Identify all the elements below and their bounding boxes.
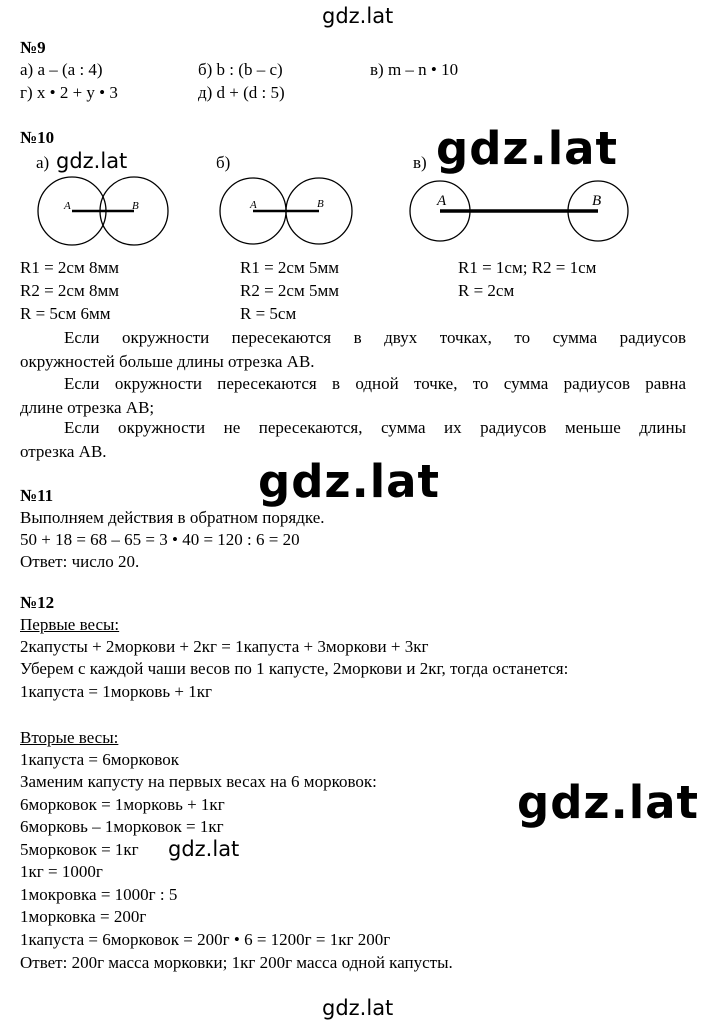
task-12-title: №12 xyxy=(20,593,55,612)
second-scales-line-1: 1капуста = 6морковок xyxy=(20,750,180,769)
col2-r1: R1 = 2см 5мм xyxy=(240,258,339,277)
figure-a-point-b: B xyxy=(132,200,139,212)
paragraph-3-line-1: Если окружности не пересекаются, сумма их радиусов меньше длины xyxy=(64,418,686,437)
watermark-figure-c: gdz.lat xyxy=(436,122,619,175)
watermark-right: gdz.lat xyxy=(517,776,700,829)
task-9-title: №9 xyxy=(20,38,46,57)
paragraph-1-line-1: Если окружности пересекаются в двух точках, то сумма радиусов xyxy=(64,328,686,347)
watermark-inline: gdz.lat xyxy=(168,837,240,861)
second-scales-line-5: 5морковок = 1кг xyxy=(20,840,139,859)
watermark-top: gdz.lat xyxy=(322,4,394,28)
watermark-bottom: gdz.lat xyxy=(322,996,394,1020)
figure-b-label: б) xyxy=(216,153,231,172)
col3-r2: R = 2см xyxy=(458,281,515,300)
task-10-title: №10 xyxy=(20,128,55,147)
figure-c-point-b: B xyxy=(592,193,602,209)
task-11-line-2: 50 + 18 = 68 – 65 = 3 • 40 = 120 : 6 = 20 xyxy=(20,530,300,549)
task-11-title: №11 xyxy=(20,486,54,505)
task-9-item-a: а) a – (a : 4) xyxy=(20,60,103,79)
first-scales-line-2: Уберем с каждой чаши весов по 1 капусте, 2моркови и 2кг, тогда останется: xyxy=(20,659,569,678)
task-9-item-e: д) d + (d : 5) xyxy=(198,83,285,102)
paragraph-2 xyxy=(20,372,686,420)
watermark-middle: gdz.lat xyxy=(258,455,441,508)
first-scales-heading: Первые весы: xyxy=(20,615,120,634)
second-scales-line-4: 6морковь – 1морковок = 1кг xyxy=(20,817,224,836)
paragraph-2-line-1: Если окружности пересекаются в одной точке, то сумма радиусов равна xyxy=(64,374,686,393)
task-11-answer: Ответ: число 20. xyxy=(20,552,140,571)
second-scales-line-8: 1морковка = 200г xyxy=(20,907,147,926)
second-scales-line-6: 1кг = 1000г xyxy=(20,862,103,881)
col1-r1: R1 = 2см 8мм xyxy=(20,258,119,277)
first-scales-line-3: 1капуста = 1морковь + 1кг xyxy=(20,682,212,701)
task-9-item-c: в) m – n • 10 xyxy=(370,60,459,79)
col1-r2: R2 = 2см 8мм xyxy=(20,281,119,300)
figure-c-point-a: A xyxy=(437,193,447,209)
col1-r: R = 5см 6мм xyxy=(20,304,111,323)
col3-r1: R1 = 1см; R2 = 1см xyxy=(458,258,597,277)
second-scales-line-9: 1капуста = 6морковок = 200г • 6 = 1200г = 1кг 200г xyxy=(20,930,391,949)
second-scales-line-3: 6морковок = 1морковь + 1кг xyxy=(20,795,225,814)
paragraph-1-line-2: окружностей больше длины отрезка АВ. xyxy=(20,352,315,371)
paragraph-1 xyxy=(20,326,686,374)
task-9-item-d: г) x • 2 + y • 3 xyxy=(20,83,118,102)
figure-b-point-a: A xyxy=(250,199,257,211)
col2-r: R = 5см xyxy=(240,304,297,323)
paragraph-2-line-2: длине отрезка АВ; xyxy=(20,398,155,417)
second-scales-line-7: 1мокровка = 1000г : 5 xyxy=(20,885,178,904)
paragraph-3-line-2: отрезка АВ. xyxy=(20,442,107,461)
figure-c-label: в) xyxy=(413,153,427,172)
second-scales-line-2: Заменим капусту на первых весах на 6 морковок: xyxy=(20,772,377,791)
figure-b-point-b: B xyxy=(317,198,324,210)
first-scales-line-1: 2капусты + 2моркови + 2кг = 1капуста + 3моркови + 3кг xyxy=(20,637,429,656)
watermark-figure-a: gdz.lat xyxy=(56,149,128,173)
figure-a-label: а) xyxy=(36,153,50,172)
task-11-line-1: Выполняем действия в обратном порядке. xyxy=(20,508,325,527)
col2-r2: R2 = 2см 5мм xyxy=(240,281,339,300)
figure-a-point-a: A xyxy=(64,200,71,212)
task-9-item-b: б) b : (b – c) xyxy=(198,60,283,79)
second-scales-heading: Вторые весы: xyxy=(20,728,119,747)
task-12-answer: Ответ: 200г масса морковки; 1кг 200г масса одной капусты. xyxy=(20,953,453,972)
